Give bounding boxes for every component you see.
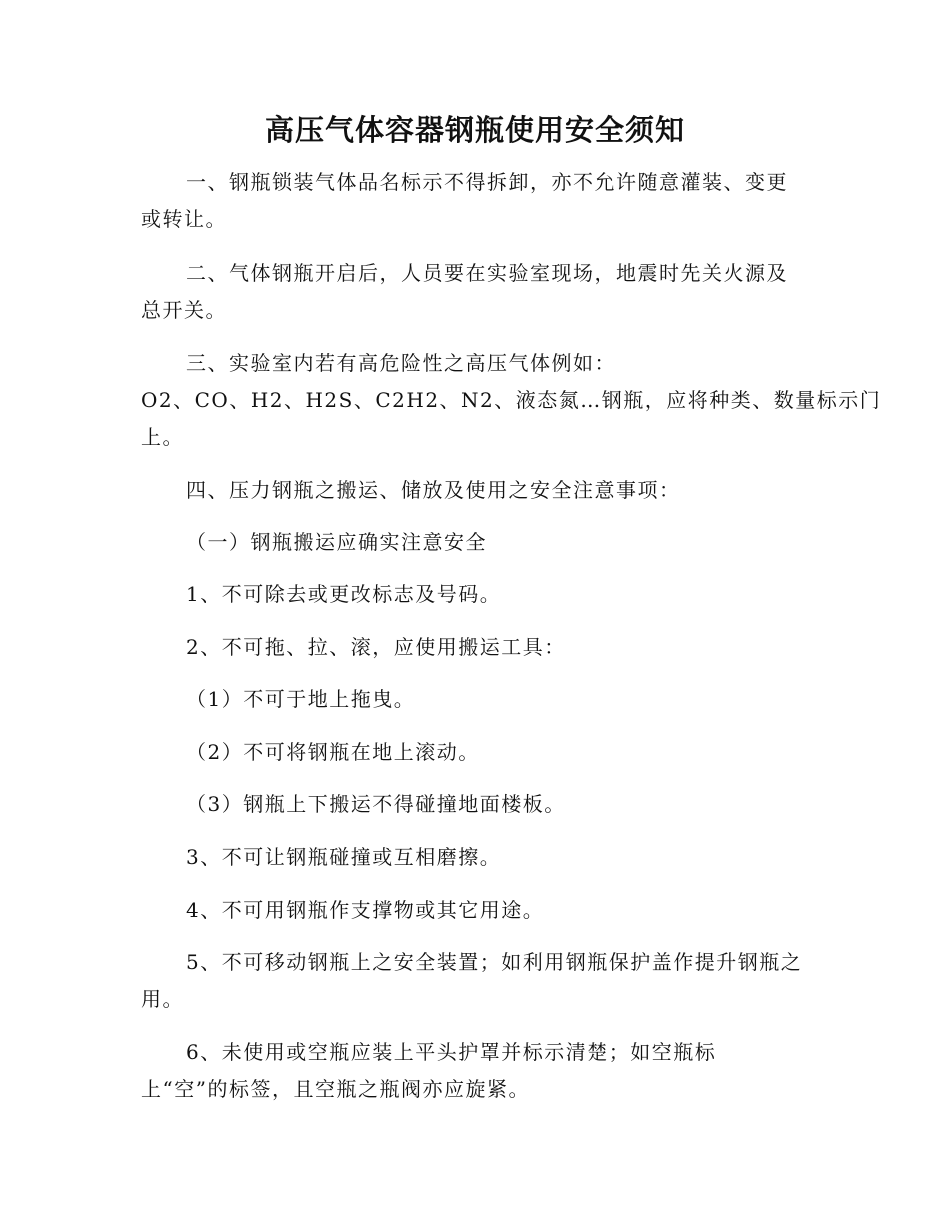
sub-item-2: （2）不可将钢瓶在地上滚动。 bbox=[186, 740, 480, 764]
item-5-line-1: 5、不可移动钢瓶上之安全装置；如利用钢瓶保护盖作提升钢瓶之 bbox=[186, 950, 803, 974]
item-6-line-1: 6、未使用或空瓶应装上平头护罩并标示清楚；如空瓶标 bbox=[186, 1040, 717, 1064]
item-5-line-2: 用。 bbox=[141, 987, 184, 1011]
sub-item-3: （3）钢瓶上下搬运不得碰撞地面楼板。 bbox=[186, 792, 566, 816]
sub-item-1: （1）不可于地上拖曳。 bbox=[186, 687, 416, 711]
paragraph-1-line-1: 一、钢瓶锁装气体品名标示不得拆卸，亦不允许随意灌装、变更 bbox=[186, 170, 788, 194]
paragraph-2-line-1: 二、气体钢瓶开启后，人员要在实验室现场，地震时先关火源及 bbox=[186, 261, 788, 285]
item-4: 4、不可用钢瓶作支撑物或其它用途。 bbox=[186, 898, 545, 922]
item-2: 2、不可拖、拉、滚，应使用搬运工具： bbox=[186, 635, 566, 659]
item-1: 1、不可除去或更改标志及号码。 bbox=[186, 582, 502, 606]
document-title: 高压气体容器钢瓶使用安全须知 bbox=[264, 113, 685, 147]
paragraph-3-line-3: 上。 bbox=[141, 425, 184, 449]
section-1-heading: （一）钢瓶搬运应确实注意安全 bbox=[186, 530, 487, 554]
paragraph-3-line-1: 三、实验室内若有高危险性之高压气体例如： bbox=[186, 351, 616, 375]
paragraph-3-line-2: O2、CO、H2、H2S、C2H2、N2、液态氮…钢瓶，应将种类、数量标示门 bbox=[141, 388, 882, 412]
paragraph-4: 四、压力钢瓶之搬运、储放及使用之安全注意事项： bbox=[186, 478, 681, 502]
paragraph-1-line-2: 或转让。 bbox=[141, 207, 227, 231]
paragraph-2-line-2: 总开关。 bbox=[141, 298, 227, 322]
item-3: 3、不可让钢瓶碰撞或互相磨擦。 bbox=[186, 845, 502, 869]
item-6-line-2: 上“空”的标签，且空瓶之瓶阀亦应旋紧。 bbox=[141, 1077, 530, 1101]
